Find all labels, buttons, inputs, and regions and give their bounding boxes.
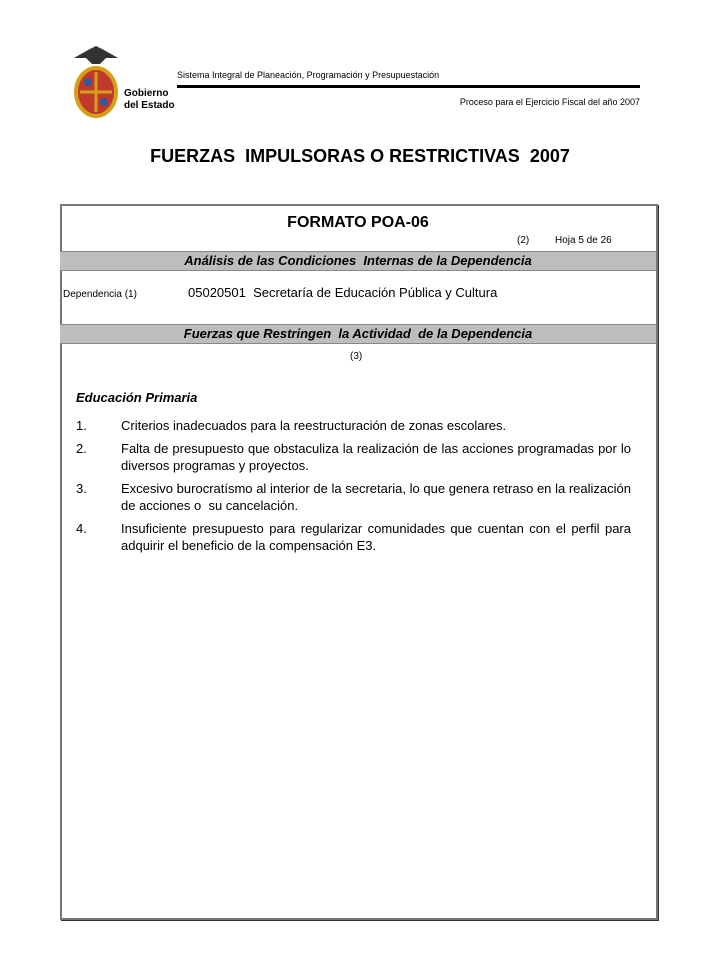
ref-3: (3)	[350, 351, 363, 362]
gov-line-2: del Estado	[124, 100, 175, 111]
item-number: 2.	[76, 441, 87, 456]
item-number: 4.	[76, 521, 87, 536]
item-text: Criterios inadecuados para la reestructuración de zonas escolares.	[121, 418, 507, 433]
item-text: Falta de presupuesto que obstaculiza la realización de las acciones programadas por lo diversos programas y proyectos.	[121, 441, 631, 473]
page-title: FUERZAS IMPULSORAS O RESTRICTIVAS 2007	[150, 146, 570, 166]
list-item	[76, 417, 631, 434]
item-text: Insuficiente presupuesto para regularizar comunidades que cuentan con el perfil para adquirir el beneficio de la compensación E3.	[121, 521, 631, 553]
header-rule	[177, 85, 640, 88]
section-title: Educación Primaria	[76, 390, 198, 405]
list-item	[76, 520, 631, 554]
form-code: FORMATO POA-06	[287, 214, 429, 231]
gov-line-1: Gobierno	[124, 88, 169, 99]
dependency-label: Dependencia (1)	[63, 289, 137, 300]
list-item	[76, 480, 635, 514]
list-item	[76, 440, 631, 474]
restricting-forces-band: Fuerzas que Restringen la Actividad de la Dependencia	[60, 324, 656, 344]
item-number: 1.	[76, 418, 87, 433]
item-text: Excesivo burocratísmo al interior de la secretaria, lo que genera retraso en la realización de acciones o su cancelación.	[121, 481, 635, 513]
form-frame	[60, 204, 658, 920]
dependency-value: 05020501 Secretaría de Educación Pública y Cultura	[188, 285, 498, 300]
state-seal-logo	[70, 44, 122, 120]
item-number: 3.	[76, 481, 87, 496]
process-name: Proceso para el Ejercicio Fiscal del año 2007	[459, 97, 640, 107]
analysis-band: Análisis de las Condiciones Internas de la Dependencia	[60, 251, 656, 271]
sheet-number: Hoja 5 de 26	[555, 235, 612, 246]
restriction-list	[76, 417, 635, 560]
government-label	[124, 88, 175, 112]
system-name: Sistema Integral de Planeación, Programación y Presupuestación	[177, 70, 440, 80]
ref-2: (2)	[517, 235, 530, 246]
